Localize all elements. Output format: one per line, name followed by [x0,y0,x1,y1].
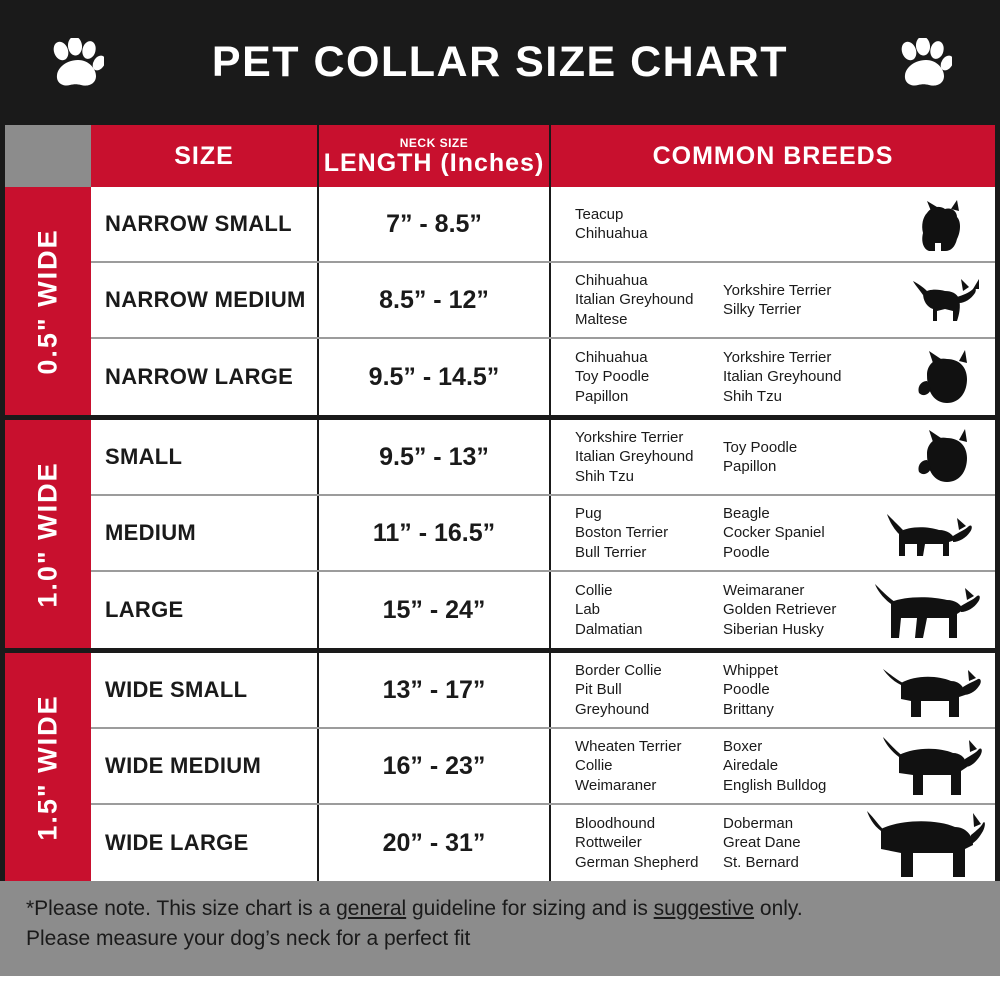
breed-item: Beagle [723,504,770,522]
breed-item: Yorkshire Terrier [575,428,684,446]
header-corner-cell [5,125,91,187]
breed-item: Italian Greyhound [575,291,694,309]
cell-length: 8.5” - 12” [319,263,551,337]
breed-item: Italian Greyhound [575,448,694,466]
breed-item: Shih Tzu [723,387,782,405]
breed-item: Collie [575,581,613,599]
width-band-text: 1.0" WIDE [32,460,63,608]
pomeranian-silhouette [865,341,985,413]
size-group [5,187,995,420]
table-row [91,805,995,881]
breed-item: Toy Poodle [575,368,650,386]
column-header-length [319,125,551,187]
footer-text-b: guideline for sizing and is [406,897,654,920]
breed-item: Chihuahua [575,348,648,366]
cell-length: 13” - 17” [319,653,551,727]
breed-item: Chihuahua [575,271,648,289]
breed-list-col1 [575,271,723,330]
breed-item: Bloodhound [575,814,656,832]
breed-item: Italian Greyhound [723,368,842,386]
table-row [91,263,995,339]
breed-item: Wheaten Terrier [575,737,682,755]
breed-list-col2 [723,581,883,640]
cell-size: WIDE LARGE [91,805,319,881]
width-band-text: 1.5" WIDE [32,693,63,841]
breed-list-col1 [575,205,723,244]
breed-item: Weimaraner [575,776,657,794]
table-row [91,187,995,263]
cell-breeds [551,420,995,494]
pomeranian-silhouette [865,420,985,492]
breed-item: Border Collie [575,661,662,679]
cell-breeds [551,496,995,570]
breed-item: Collie [575,757,613,775]
chart-header [0,0,1000,125]
cell-length: 9.5” - 13” [319,420,551,494]
doberman-silhouette [865,807,985,879]
retriever-silhouette [865,574,985,646]
column-header-breeds: COMMON BREEDS [551,125,995,187]
chihuahua-silhouette [865,263,985,335]
breed-item: Brittany [723,700,774,718]
breed-list-col1 [575,428,723,487]
width-band-label [5,420,91,648]
breed-item: Airedale [723,757,779,775]
table-row [91,420,995,496]
breed-list-col2 [723,281,883,320]
cell-size: WIDE MEDIUM [91,729,319,803]
breed-item: Shih Tzu [575,467,634,485]
cell-breeds [551,653,995,727]
breed-item: St. Bernard [723,853,799,871]
footer-line-2: Please measure your dog’s neck for a perfect fit [26,927,471,951]
breed-item: Papillon [723,458,777,475]
breed-item: German Shepherd [575,853,699,871]
cell-length: 11” - 16.5” [319,496,551,570]
breed-item: English Bulldog [723,776,827,794]
breed-item: Siberian Husky [723,620,824,638]
cell-breeds [551,572,995,648]
cell-breeds [551,729,995,803]
cell-size: NARROW LARGE [91,339,319,415]
table-row [91,339,995,415]
cell-size: WIDE SMALL [91,653,319,727]
breed-list-col2 [723,348,883,407]
cell-breeds [551,263,995,337]
breed-item: Yorkshire Terrier [723,348,832,366]
breed-item: Silky Terrier [723,301,802,318]
breed-list-col1 [575,661,723,720]
breed-item: Poodle [723,681,770,699]
table-row [91,729,995,805]
width-band-text: 0.5" WIDE [32,227,63,375]
footer-text-c: only. [754,897,803,920]
width-band-label [5,187,91,415]
cell-length: 20” - 31” [319,805,551,881]
breed-item: Maltese [575,310,628,328]
breed-item: Doberman [723,814,794,832]
breed-item: Whippet [723,661,779,679]
size-group [5,420,995,653]
cell-breeds [551,339,995,415]
cell-size: LARGE [91,572,319,648]
breed-item: Pug [575,504,602,522]
cell-length: 7” - 8.5” [319,187,551,261]
paw-icon [896,38,952,90]
cell-breeds [551,187,995,261]
footer-underline-general: general [336,897,407,920]
breed-list-col1 [575,737,723,796]
table-header-row [5,125,995,187]
table-row [91,496,995,572]
cell-length: 16” - 23” [319,729,551,803]
footer-underline-suggestive: suggestive [653,897,755,920]
cell-length: 15” - 24” [319,572,551,648]
breed-list-col1 [575,504,723,563]
beagle-silhouette [865,496,985,568]
breed-item: Golden Retriever [723,601,837,619]
breed-item: Papillon [575,387,629,405]
breed-list-col1 [575,814,723,873]
cell-size: MEDIUM [91,496,319,570]
yorkie-silhouette [865,187,985,259]
size-table [0,125,1000,881]
cell-size: NARROW MEDIUM [91,263,319,337]
breed-item: Poodle [723,543,770,561]
cell-length: 9.5” - 14.5” [319,339,551,415]
boxer-silhouette [865,729,985,801]
footer-text-a: *Please note. This size chart is a [26,897,337,920]
cell-size: SMALL [91,420,319,494]
footer-line-1 [26,895,974,923]
breed-list-col2 [723,737,883,796]
breed-item: Chihuahua [575,225,648,242]
bulldog-silhouette [865,653,985,725]
breed-item: Yorkshire Terrier [723,281,832,299]
breed-item: Rottweiler [575,834,642,852]
breed-item: Dalmatian [575,620,643,638]
cell-size: NARROW SMALL [91,187,319,261]
table-row [91,653,995,729]
column-header-length-main: LENGTH (Inches) [323,148,545,177]
breed-list-col2 [723,438,883,477]
page-title: PET COLLAR SIZE CHART [211,38,789,86]
size-group [5,653,995,881]
breed-list-col1 [575,581,723,640]
breed-item: Toy Poodle [723,438,798,456]
column-header-size: SIZE [91,125,319,187]
breed-item: Weimaraner [723,581,805,599]
cell-breeds [551,805,995,881]
breed-list-col2 [723,814,883,873]
table-row [91,572,995,648]
breed-item: Cocker Spaniel [723,524,825,542]
breed-item: Greyhound [575,700,650,718]
breed-item: Boston Terrier [575,524,669,542]
column-header-length-sub: NECK SIZE [399,135,469,150]
footer-note [0,881,1000,976]
breed-item: Boxer [723,737,763,755]
breed-item: Lab [575,601,601,619]
width-band-label [5,653,91,881]
breed-list-col1 [575,348,723,407]
breed-item: Pit Bull [575,681,622,699]
paw-icon [48,38,104,90]
breed-list-col2 [723,661,883,720]
breed-item: Teacup [575,205,624,223]
breed-item: Bull Terrier [575,543,647,561]
breed-item: Great Dane [723,834,801,852]
breed-list-col2 [723,504,883,563]
